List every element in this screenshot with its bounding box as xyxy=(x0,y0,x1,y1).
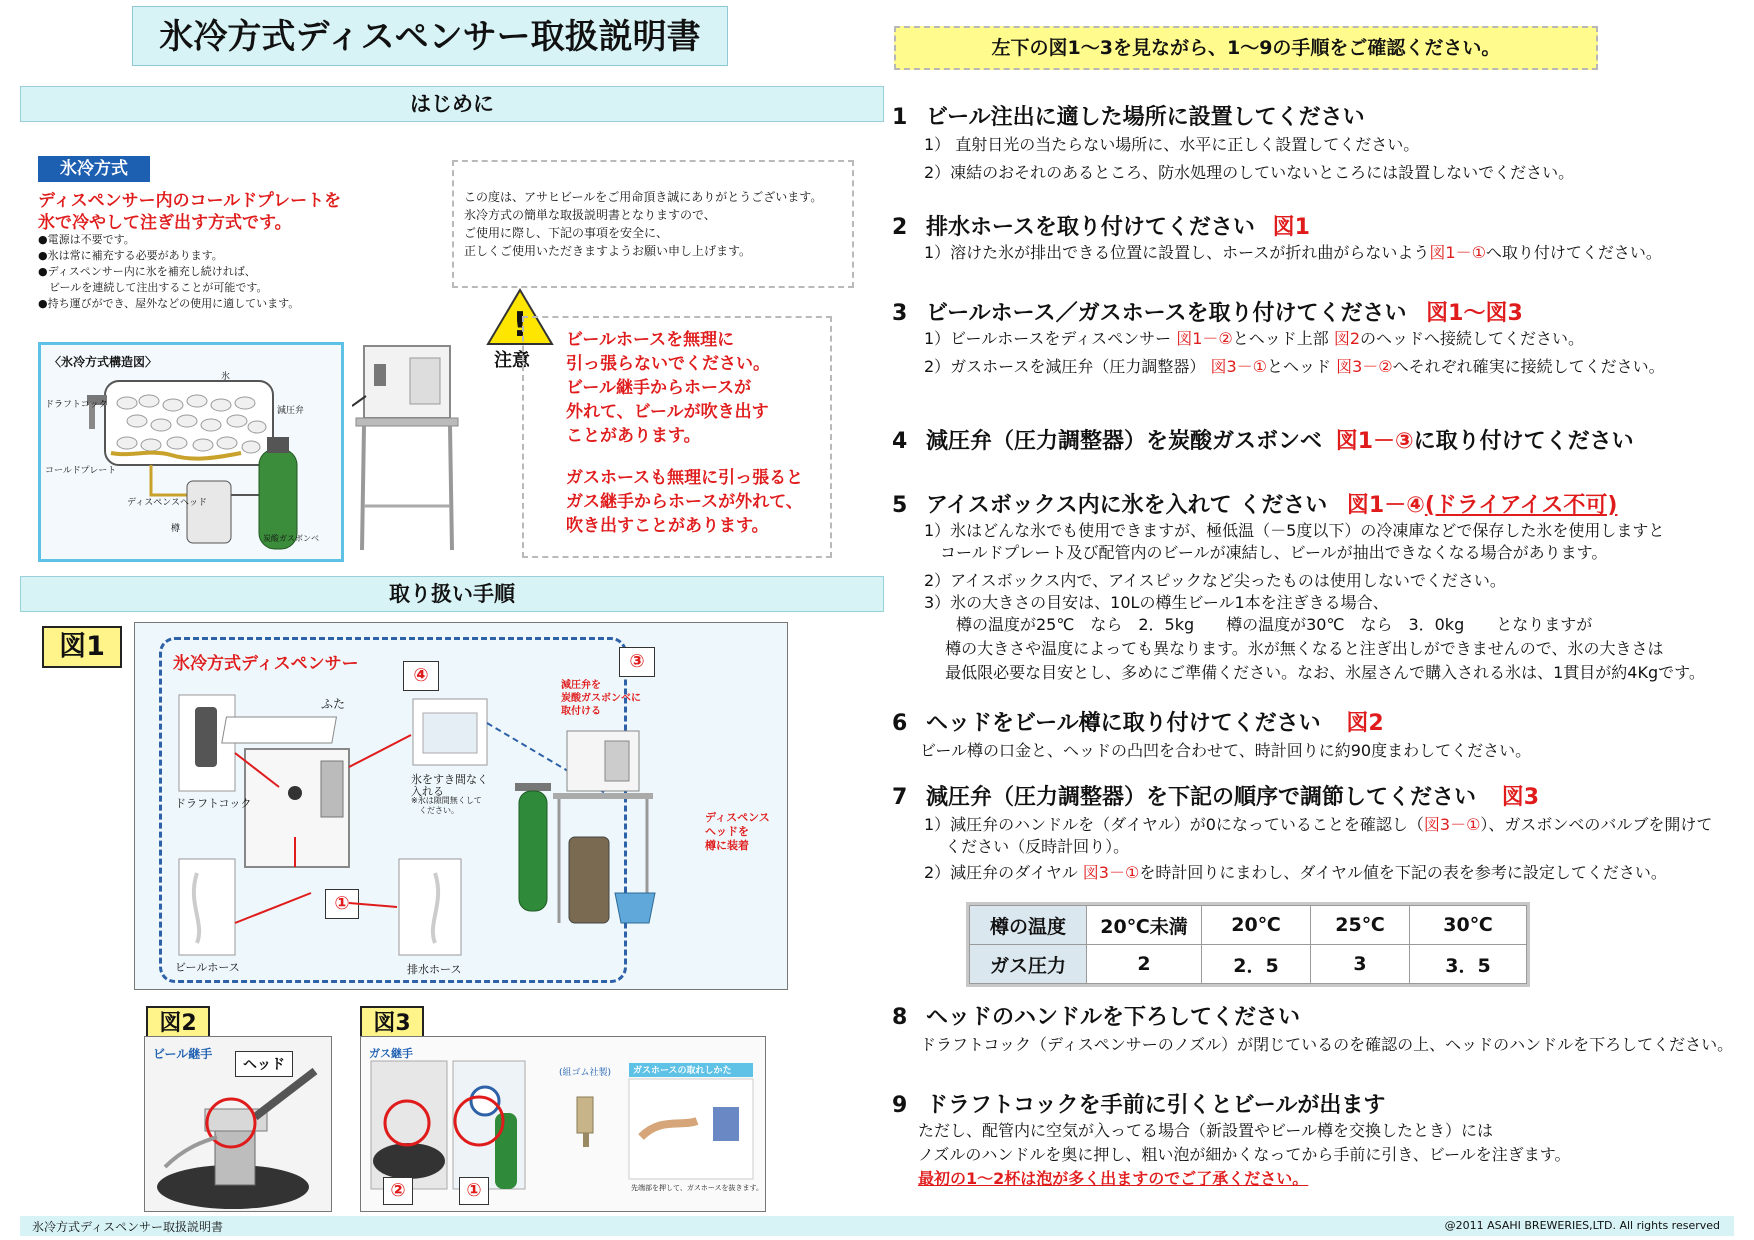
line-text: へそれぞれ確実に接続してください。 xyxy=(1392,357,1665,376)
step-6-line-1: ビール樽の口金と、ヘッドの凸凹を合わせて、時計回りに約90度まわしてください。 xyxy=(920,741,1532,760)
table-row xyxy=(970,945,1527,984)
photo-note: 先端部を押して、ガスホースを抜きます。 xyxy=(631,1184,763,1192)
step-number: 4 xyxy=(892,429,908,454)
step-5-line-4: 3）氷の大きさの目安は、10Lの樽生ビール1本を注ぎきる場合、 xyxy=(924,593,1389,612)
note-line: 炭酸ガスボンベに xyxy=(561,693,641,704)
structure-diagram xyxy=(38,342,344,562)
label-gas-cylinder: 炭酸ガスボンベ xyxy=(263,534,319,543)
step-9-heading xyxy=(892,1088,1385,1119)
step-9-line-2: ノズルのハンドルを奥に押し、粗い泡が細かくなってから手前に引き、ビールを注ぎます。 xyxy=(918,1145,1571,1164)
marker-4: ④ xyxy=(403,661,439,691)
step-7-heading xyxy=(892,780,1539,811)
caution-line: 外れて、ビールが吹き出す xyxy=(566,402,769,422)
figure-1-label: 図1 xyxy=(42,626,122,668)
step-7-line-2 xyxy=(924,836,1129,858)
step-title: アイスボックス内に氷を入れて ください xyxy=(926,493,1328,518)
bullet-item: ●持ち運びができ、屋外などの使用に適しています。 xyxy=(38,297,300,310)
step-3-heading xyxy=(892,296,1523,327)
line-text: 1）溶けた氷が排出できる位置に設置し、ホースが折れ曲がらないよう xyxy=(924,243,1430,262)
label-keg: 樽 xyxy=(171,524,181,534)
table-cell: 3．5 xyxy=(1410,945,1527,984)
step-7-line-1 xyxy=(924,814,1712,836)
table-cell: 20℃未満 xyxy=(1087,906,1202,945)
caution-line: 吹き出すことがあります。 xyxy=(566,516,769,536)
step-figure-ref: 図1－③ xyxy=(1335,429,1414,454)
step-title: ヘッドのハンドルを下ろしてください xyxy=(926,1005,1301,1030)
step-5-line-5: 樽の温度が25℃ なら 2．5kg 樽の温度が30℃ なら 3．0kg となりますが xyxy=(924,615,1593,634)
note-line: ヘッドを xyxy=(705,825,749,838)
step-7-line-3 xyxy=(924,862,1667,884)
note-line: 取付ける xyxy=(561,706,601,717)
caution-line: ことがあります。 xyxy=(566,426,701,446)
label-draft-cock: ドラフトコック xyxy=(45,400,108,410)
table-header-pressure: ガス圧力 xyxy=(970,945,1087,984)
rubber-note: (組ゴム社製) xyxy=(559,1068,612,1078)
step-number: 2 xyxy=(892,215,908,240)
step-5-line-2: コールドプレート及び配管内のビールが凍結し、ビールが抽出できなくなる場合があります。 xyxy=(924,543,1608,562)
footer-copyright: @2011 ASAHI BREWERIES,LTD. All rights reserved xyxy=(1444,1219,1720,1232)
table-cell: 30℃ xyxy=(1410,906,1527,945)
label-regulator: 減圧弁 xyxy=(277,406,305,416)
caution-line: ガスホースも無理に引っ張ると xyxy=(566,468,804,488)
step-2-heading xyxy=(892,210,1310,241)
section-heading-intro: はじめに xyxy=(20,86,884,122)
footer-bar xyxy=(20,1216,1734,1236)
draft-cock-label: ドラフトコック xyxy=(175,797,252,810)
ice-note-1: 氷をすき間なく xyxy=(411,773,488,786)
fig3-marker-2: ② xyxy=(383,1177,413,1205)
figure-ref: 図3－② xyxy=(1336,357,1393,376)
step-title: 減圧弁（圧力調整器）を炭酸ガスボンベ xyxy=(926,429,1323,454)
step-8-heading xyxy=(892,1000,1300,1031)
step-5-line-1: 1）氷はどんな氷でも使用できますが、極低温（－5度以下）の冷凍庫などで保存した氷を使用しますと xyxy=(924,521,1665,540)
figure-2 xyxy=(144,1036,332,1212)
note-line: ディスペンス xyxy=(705,811,770,824)
step-3-line-2 xyxy=(924,356,1665,378)
gas-joint-label: ガス継手 xyxy=(369,1047,413,1060)
step-6-heading xyxy=(892,706,1384,737)
regulator-note xyxy=(561,679,641,718)
caution-text-1 xyxy=(566,328,770,448)
figure-ref: 図3－① xyxy=(1423,815,1481,834)
caution-text-2 xyxy=(566,466,803,538)
step-1-line-2: 2）凍結のおそれのあるところ、防水処理のしていないところには設置しないでください。 xyxy=(924,163,1575,182)
table-cell: 2．5 xyxy=(1202,945,1311,984)
figure-3 xyxy=(360,1036,766,1212)
figure-ref: 図3－① xyxy=(1210,357,1267,376)
figure-2-label: 図2 xyxy=(146,1006,210,1042)
table-cell: 20℃ xyxy=(1202,906,1311,945)
line-text: 2）減圧弁のダイヤル xyxy=(924,863,1083,882)
svg-text:!: ! xyxy=(512,305,528,345)
label-cold-plate: コールドプレート xyxy=(45,466,117,476)
line-text: 1）ビールホースをディスペンサー xyxy=(924,329,1177,348)
thanks-line: 氷冷方式の簡単な取扱説明書となりますので、 xyxy=(464,208,716,222)
step-figure-ref: 図1～図3 xyxy=(1426,301,1523,326)
thanks-line: この度は、アサヒビールをご用命頂き誠にありがとうございます。 xyxy=(464,190,823,204)
drain-hose-label: 排水ホース xyxy=(407,963,462,976)
hose-remove-label: ガスホースの取れしかた xyxy=(629,1063,753,1077)
method-desc-1: ディスペンサー内のコールドプレートを xyxy=(38,191,342,211)
caution-line: ビールホースを無理に xyxy=(566,330,735,350)
caution-label: 注意 xyxy=(494,350,530,371)
bullet-item: ●ディスペンサー内に氷を補充し続ければ、 xyxy=(38,265,256,278)
step-figure-ref-note: (ドライアイス不可) xyxy=(1424,493,1618,518)
step-title-tail: に取り付けてください xyxy=(1413,429,1634,454)
step-4-heading xyxy=(892,424,1634,455)
line-text: 2）ガスホースを減圧弁（圧力調整器） xyxy=(924,357,1211,376)
table-cell: 3 xyxy=(1311,945,1410,984)
step-number: 3 xyxy=(892,301,908,326)
step-title: 減圧弁（圧力調整器）を下記の順序で調節してください xyxy=(926,785,1477,810)
step-title: ヘッドをビール樽に取り付けてください xyxy=(926,711,1321,736)
caution-line: 引っ張らないでください。 xyxy=(566,354,770,374)
table-cell: 25℃ xyxy=(1311,906,1410,945)
step-figure-ref: 図1－④ xyxy=(1346,493,1425,518)
table-row xyxy=(970,906,1527,945)
marker-3: ③ xyxy=(619,647,655,677)
step-number: 1 xyxy=(892,105,908,130)
note-line: 樽に装着 xyxy=(705,839,749,852)
step-5-line-6: 樽の大きさや温度によっても異なります。氷が無くなると注ぎ出しができませんので、氷の大きさは xyxy=(924,639,1664,658)
figure-1 xyxy=(134,622,788,990)
step-number: 6 xyxy=(892,711,908,736)
fig3-marker-1: ① xyxy=(459,1177,489,1205)
structure-illustration xyxy=(41,345,341,559)
beer-joint-label: ビール継手 xyxy=(153,1047,213,1061)
step-5-heading xyxy=(892,488,1617,519)
dispenser-photo xyxy=(352,336,464,556)
line-text: ）、ガスボンベのバルブを開けて xyxy=(1480,815,1713,834)
step-title: ドラフトコックを手前に引くとビールが出ます xyxy=(926,1093,1386,1118)
ice-note-4: ください。 xyxy=(419,806,459,815)
section-heading-procedure: 取り扱い手順 xyxy=(20,576,884,612)
label-dispense-head: ディスペンスヘッド xyxy=(127,498,208,508)
method-desc-2: 氷で冷やして注ぎ出す方式です。 xyxy=(38,213,292,233)
step-number: 9 xyxy=(892,1093,908,1118)
footer-doc-title: 氷冷方式ディスペンサー取扱説明書 xyxy=(32,1220,224,1234)
figure-ref: 図2 xyxy=(1333,329,1361,348)
note-line: 減圧弁を xyxy=(561,680,601,691)
step-title: ビール注出に適した場所に設置してください xyxy=(926,105,1365,130)
step-3-line-1 xyxy=(924,328,1584,350)
line-text: とヘッド上部 xyxy=(1232,329,1334,348)
bullet-item: ●氷は常に補充する必要があります。 xyxy=(38,249,223,262)
gas-pressure-table xyxy=(966,902,1530,987)
beer-hose-label: ビールホース xyxy=(175,961,240,974)
step-title: 排水ホースを取り付けてください xyxy=(926,215,1255,240)
step-1-heading xyxy=(892,100,1365,131)
bullet-item: ●電源は不要です。 xyxy=(38,233,135,246)
line-text: ください（反時計回り）。 xyxy=(924,837,1130,856)
ice-note-3: ※氷は隙間無くして xyxy=(411,796,482,805)
line-text: のヘッドへ接続してください。 xyxy=(1360,329,1585,348)
top-instruction-note: 左下の図1～3を見ながら、1～9の手順をご確認ください。 xyxy=(894,26,1598,70)
step-9-warning: 最初の1～2杯は泡が多く出ますのでご了承ください。 xyxy=(918,1169,1309,1188)
line-text: を時計回りにまわし、ダイヤル値を下記の表を参考に設定してください。 xyxy=(1139,863,1667,882)
step-title: ビールホース／ガスホースを取り付けてください xyxy=(926,301,1407,326)
step-number: 7 xyxy=(892,785,908,810)
figure-1-title: 氷冷方式ディスペンサー xyxy=(173,654,359,674)
bullet-item: ビールを連続して注出することが可能です。 xyxy=(38,281,268,294)
step-figure-ref: 図2 xyxy=(1346,711,1384,736)
ice-note-2: 入れる xyxy=(411,785,444,798)
step-figure-ref: 図3 xyxy=(1501,785,1539,810)
step-figure-ref: 図1 xyxy=(1272,215,1310,240)
figure-ref: 図3－① xyxy=(1082,863,1140,882)
line-text: へ取り付けてください。 xyxy=(1485,243,1662,262)
figure-3-label: 図3 xyxy=(360,1006,424,1042)
head-label: ヘッド xyxy=(235,1051,293,1077)
lid-label: ふた xyxy=(321,697,346,711)
caution-line: ガス継手からホースが外れて、 xyxy=(566,492,803,512)
step-8-line-1: ドラフトコック（ディスペンサーのノズル）が閉じているのを確認の上、ヘッドのハンドルを下ろしてください。 xyxy=(920,1035,1734,1054)
step-9-line-1: ただし、配管内に空気が入ってる場合（新設置やビール樽を交換したとき）には xyxy=(918,1121,1494,1140)
table-cell: 2 xyxy=(1087,945,1202,984)
caution-line: ビール継手からホースが xyxy=(566,378,752,398)
method-bullets xyxy=(38,232,299,312)
label-ice: 氷 xyxy=(221,372,231,382)
thanks-line: 正しくご使用いただきますようお願い申し上げます。 xyxy=(464,244,752,258)
head-note xyxy=(705,811,770,853)
line-text: 1）減圧弁のハンドルを（ダイヤル）が0になっていることを確認し（ xyxy=(924,815,1424,834)
figure-ref: 図1－② xyxy=(1176,329,1233,348)
page-title: 氷冷方式ディスペンサー取扱説明書 xyxy=(132,6,728,66)
thanks-note xyxy=(452,160,854,288)
step-number: 8 xyxy=(892,1005,908,1030)
step-1-line-1: 1） 直射日光の当たらない場所に、水平に正しく設置してください。 xyxy=(924,135,1420,154)
step-number: 5 xyxy=(892,493,908,518)
table-header-temp: 樽の温度 xyxy=(970,906,1087,945)
line-text: とヘッド xyxy=(1267,357,1337,376)
marker-1: ① xyxy=(325,889,359,919)
figure-ref: 図1－① xyxy=(1429,243,1486,262)
method-badge: 氷冷方式 xyxy=(38,156,150,182)
step-2-line-1 xyxy=(924,242,1662,264)
step-5-line-3: 2）アイスボックス内で、アイスピックなど尖ったものは使用しないでください。 xyxy=(924,571,1506,590)
structure-title: 〈氷冷方式構造図〉 xyxy=(49,355,158,369)
thanks-line: ご使用に際し、下記の事項を安全に、 xyxy=(464,226,669,240)
step-5-line-7: 最低限必要な目安とし、多めにご準備ください。なお、氷屋さんで購入される氷は、1貫目が約4Kgです。 xyxy=(924,663,1705,682)
